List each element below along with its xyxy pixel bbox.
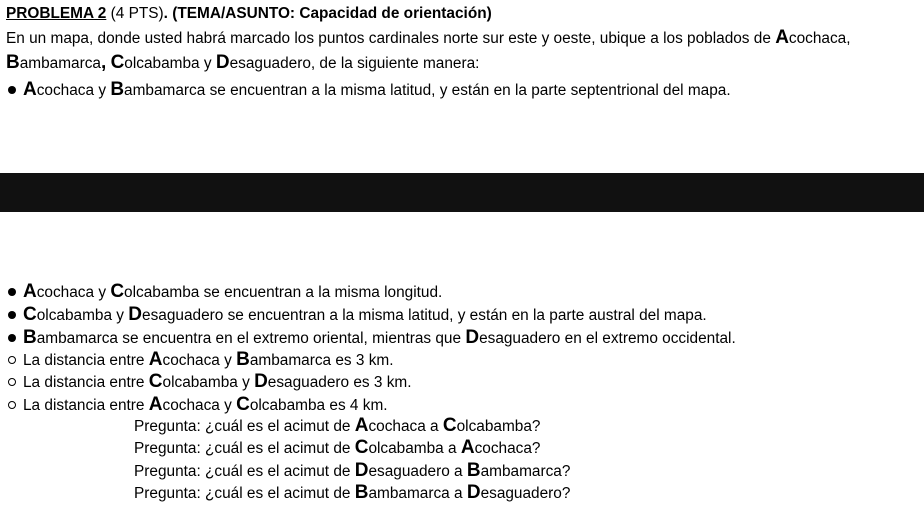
bambamarca-rest: ambamarca [19,55,101,72]
initial-letter: A [148,394,163,415]
initial-letter: D [466,482,481,503]
item-text: olcabamba es 4 km. [249,397,388,414]
desaguadero-rest: esaguadero, de la siguiente manera: [229,55,480,72]
item-text: cochaca y [36,82,111,99]
list-item [6,304,707,327]
bullet-icon [8,334,16,342]
initial-c: C [110,52,125,73]
intro-text: En un mapa, donde usted habrá marcado los puntos cardinales norte sur este y oeste, ubique a los poblados de [6,30,776,47]
item-text: olcabamba y [36,307,129,324]
list-item [6,371,412,394]
item-text: olcabamba? [456,418,541,435]
item-text: esaguadero se encuentran a la misma latitud, y están en la parte austral del mapa. [142,307,707,324]
item-text: Pregunta: ¿cuál es el acimut de [134,463,355,480]
initial-letter: D [128,304,143,325]
item-text: ambamarca se encuentra en el extremo oriental, mientras que [36,330,466,347]
question-line [134,482,570,505]
item-text: cochaca y [36,284,111,301]
initial-letter: B [236,349,250,370]
item-text: cochaca? [474,440,541,457]
list-item [6,394,388,417]
list-item [6,79,731,102]
initial-letter: D [254,371,268,392]
question-line [134,460,570,483]
initial-b: B [6,52,20,73]
initial-letter: B [466,460,481,481]
item-text: La distancia entre [23,352,149,369]
initial-letter: C [23,304,37,325]
item-text: ambamarca a [368,485,467,502]
hollow-bullet-icon [8,378,16,386]
item-text: cochaca y [162,397,237,414]
initial-letter: C [354,437,369,458]
comma: , [101,52,107,73]
bullet-icon [8,86,16,94]
header-dot: . [163,5,168,22]
initial-letter: A [23,79,37,100]
problem-points: (4 PTS) [110,5,164,22]
initial-letter: B [110,79,125,100]
item-text: La distancia entre [23,374,149,391]
initial-letter: C [442,415,457,436]
problem-topic: (TEMA/ASUNTO: Capacidad de orientación) [172,5,492,22]
item-text: ambamarca? [480,463,571,480]
item-text: olcabamba a [368,440,461,457]
item-text: Pregunta: ¿cuál es el acimut de [134,485,355,502]
redaction-bar [0,173,924,212]
intro-line-1 [6,27,851,50]
initial-letter: A [148,349,163,370]
list-item [6,281,442,304]
problem-title: PROBLEMA 2 [6,5,107,22]
initial-letter: A [23,281,37,302]
item-text: esaguadero? [480,485,571,502]
bullet-icon [8,288,16,296]
question-line [134,437,540,460]
initial-d: D [215,52,230,73]
initial-letter: A [354,415,369,436]
hollow-bullet-icon [8,356,16,364]
item-text: Pregunta: ¿cuál es el acimut de [134,440,355,457]
initial-letter: D [354,460,369,481]
item-text: ambamarca es 3 km. [249,352,394,369]
initial-letter: D [465,327,480,348]
problem-header [6,3,492,25]
item-text: olcabamba y [162,374,255,391]
initial-letter: B [354,482,369,503]
bullet-icon [8,311,16,319]
hollow-bullet-icon [8,401,16,409]
list-item [6,349,394,372]
item-text: cochaca a [368,418,443,435]
colcabamba-rest: olcabamba y [124,55,216,72]
intro-line-2 [6,52,479,75]
item-text: esaguadero en el extremo occidental. [479,330,736,347]
initial-letter: C [148,371,163,392]
item-text: olcabamba se encuentran a la misma longitud. [124,284,443,301]
initial-letter: C [236,394,250,415]
acochaca-rest: cochaca, [788,30,851,47]
initial-letter: B [23,327,37,348]
initial-a: A [775,27,789,48]
item-text: cochaca y [162,352,237,369]
initial-letter: C [110,281,125,302]
item-text: ambamarca se encuentran a la misma latitud, y están en la parte septentrional del mapa. [124,82,731,99]
question-line [134,415,540,438]
item-text: esaguadero es 3 km. [267,374,412,391]
item-text: La distancia entre [23,397,149,414]
item-text: esaguadero a [368,463,467,480]
list-item [6,327,736,350]
initial-letter: A [460,437,475,458]
item-text: Pregunta: ¿cuál es el acimut de [134,418,355,435]
